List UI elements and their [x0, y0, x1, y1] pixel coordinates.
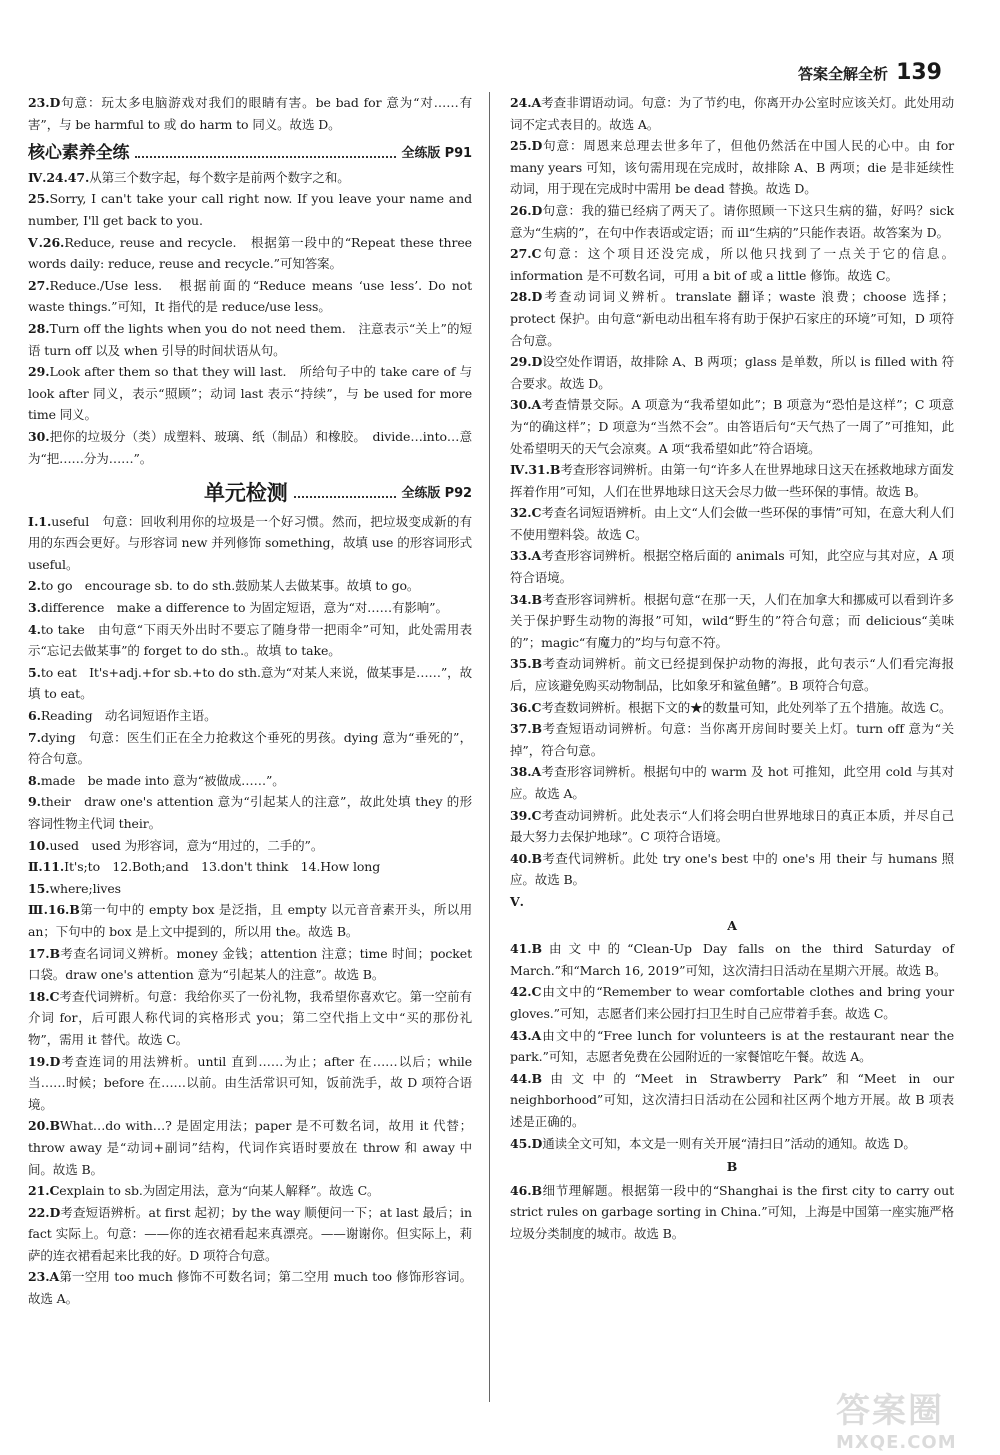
passage-letter-a: A: [727, 917, 737, 933]
answer-number: 3.: [28, 600, 41, 616]
answer-item: [510, 135, 954, 200]
answer-number: 10.: [28, 837, 50, 853]
answer-text: 由文中的“Clean-Up Day falls on the third Saturday of March.”和“March 16, 2019”可知，这次清扫日活动在星期六开展。故选 B。: [510, 941, 954, 978]
answer-item: [28, 597, 472, 619]
answer-number: 25.D: [510, 138, 543, 154]
answer-item: [28, 705, 472, 727]
answer-text: where;lives: [49, 880, 121, 896]
answer-item: [510, 1133, 954, 1155]
answer-text: 考查代词辨析。此处 try one's best 中的 one's 用 their 与 humans 照应。故选 B。: [510, 850, 954, 888]
page-number: 139: [896, 60, 942, 85]
answer-number: 27.C: [510, 246, 542, 262]
answer-text: difference make a difference to 为固定短语，意为“对……有影响”。: [40, 600, 448, 616]
section-title: 单元检测: [204, 481, 288, 506]
answer-text: 细节理解题。根据第一段中的“Shanghai is the first city to carry out strict rules on garbage sorting in China.”可知，上海是中国第一座实施严格垃圾分类制度的城市。故选 B。: [510, 1182, 954, 1241]
answer-number: 20.B: [28, 1118, 60, 1134]
answer-item: [28, 619, 472, 662]
answer-text: 考查短语动词辨析。句意：当你离开房间时要关上灯。turn off 意为“关掉”，符合句意。: [510, 721, 954, 758]
answer-item: [28, 361, 472, 426]
answer-number: 41.B: [510, 941, 542, 957]
answer-item: [510, 653, 954, 696]
section-title: 核心素养全练: [28, 143, 130, 164]
answer-item: [28, 835, 472, 857]
answer-item: [510, 761, 954, 804]
answer-item: [28, 662, 472, 705]
answer-number: 43.A: [510, 1027, 542, 1043]
answer-number: 29.: [28, 364, 50, 380]
answer-item: [28, 878, 472, 900]
answer-item: [510, 589, 954, 654]
right-answer-list-3: [510, 1180, 954, 1245]
answer-item: [510, 394, 954, 459]
answer-text: 考查非谓语动词。句意：为了节约电，你离开办公室时应该关灯。此处用动词不定式表目的。故选 A。: [510, 95, 954, 132]
answer-text: 考查形容词辨析。由第一句“许多人在世界地球日这天在拯救地球方面发挥着作用”可知，人们在世界地球日这天会尽力做一些环保的事情。故选 B。: [510, 462, 954, 499]
answer-number: 29.D: [510, 354, 543, 370]
watermark-logo: [836, 1383, 986, 1453]
answer-number: 24.A: [510, 95, 542, 110]
answer-text: 考查代词辨析。句意：我给你买了一份礼物，我希望你喜欢它。第一空前有介词 for，后可跟人称代词的宾格形式 you；第二空代指上文中“买的那份礼物”，需用 it 替代。故选 C。: [28, 988, 472, 1047]
answer-text: 考查形容词辨析。根据空格后面的 animals 可知，此空应与其对应，A 项符合语境。: [510, 548, 954, 586]
answer-text: 第一句中的 empty box 是泛指，且 empty 以元音音素开头，所以用 an；下句中的 box 是上文中提到的，所以用 the。故选 B。: [28, 902, 472, 939]
column-divider: [489, 92, 490, 1402]
answer-item: [28, 986, 472, 1051]
answer-item: [28, 1202, 472, 1267]
answer-number: 30.A: [510, 397, 542, 413]
answer-item: [510, 459, 954, 502]
answer-number: 23.A: [28, 1269, 60, 1285]
answer-text: to go encourage sb. to do sth.鼓励某人去做某事。故填 to go。: [40, 578, 420, 594]
answer-text: 考查动词词义辨析。translate 翻译；waste 浪费；choose 选择；protect 保护。由句意“新电动出租车将有助于保护石家庄的环境”可知，D 项符合句意。: [510, 289, 954, 348]
answer-item: [28, 1180, 472, 1202]
answer-item: [28, 426, 472, 469]
answer-number: 46.B: [510, 1182, 542, 1198]
answer-item: [28, 1051, 472, 1116]
header-section-title: 答案全解全析: [798, 65, 889, 83]
leader-dots: [135, 156, 395, 158]
answer-number: 21.C: [28, 1183, 60, 1199]
answer-item: [28, 511, 472, 576]
answer-item: [28, 318, 472, 361]
answer-text: 由文中的“Meet in Strawberry Park”和“Meet in our neighborhood”可知，这次清扫日活动在公园和社区两个地方开展。故 B 项表述是正确的。: [510, 1070, 954, 1129]
answer-text: 考查形容词辨析。根据句意“在那一天，人们在加拿大和挪威可以看到许多关于保护野生动物的海报”可知，wild“野生的”符合句意；而 delicious“美味的”；magic“有魔力的”均与句意不符。: [510, 591, 954, 650]
answer-item: [510, 697, 954, 719]
answer-text: explain to sb.为固定用法，意为“向某人解释”。故选 C。: [59, 1183, 380, 1199]
right-column: [510, 92, 954, 1244]
answer-item: [510, 243, 954, 286]
answer-text: to take 由句意“下雨天外出时不要忘了随身带一把雨伞”可知，此处需用表示“忘记去做某事”的 forget to do sth.。故填 to take。: [28, 621, 472, 659]
core-answer-list: [28, 167, 472, 469]
answer-text: 句意：周恩来总理去世多年了，但他仍然活在中国人民的心中。由 for many years 可知，该句需用现在完成时，故排除 A、B 两项；die 是非延续性动词，用于现在完成时中需用 be dead 替换。故选 D。: [510, 138, 954, 197]
section-ref: 全练版 P92: [401, 486, 472, 502]
answer-number: 33.A: [510, 548, 542, 564]
left-column: [28, 92, 472, 1310]
answer-number: 5.: [28, 664, 41, 680]
answer-item: [28, 167, 472, 189]
answer-item: [28, 856, 472, 878]
answer-number: Ⅳ.31.B: [510, 462, 561, 478]
answer-text: Reduce./Use less. 根据前面的“Reduce means ‘use less’. Do not waste things.”可知，It 指代的是 reduce/use less。: [28, 277, 472, 315]
answer-item: [28, 92, 472, 135]
answer-text: 考查动词辨析。前文已经提到保护动物的海报，此句表示“人们看完海报后，应该避免购买动物制品，比如象牙和鲨鱼鳍”。B 项符合句意。: [510, 656, 954, 694]
answer-number: 6.: [28, 708, 41, 724]
answer-number: 32.C: [510, 505, 542, 521]
answer-number: Ⅱ.11.: [28, 859, 65, 875]
answer-text: 通读全文可知，本文是一则有关开展“清扫日”活动的通知。故选 D。: [542, 1135, 916, 1151]
answer-number: 9.: [28, 794, 41, 810]
answer-text: to eat It's+adj.+for sb.+to do sth.意为“对某人来说，做某事是……”，故填 to eat。: [28, 664, 472, 702]
answer-text: made be made into 意为“被做成……”。: [40, 772, 285, 788]
answer-text: 考查形容词辨析。根据句中的 warm 及 hot 可推知，此空用 cold 与其对应。故选 A。: [510, 764, 954, 801]
answer-number: 44.B: [510, 1070, 542, 1086]
answer-text: dying 句意：医生们正在全力抢救这个垂死的男孩。dying 意为“垂死的”，符合句意。: [28, 729, 472, 767]
answer-text: Sorry, I can't take your call right now. If you leave your name and number, I'll get back to you.: [28, 191, 472, 228]
answer-text: 考查名词词义辨析。money 金钱；attention 注意；time 时间；pocket 口袋。draw one's attention 意为“引起某人的注意”。故选 B。: [28, 945, 472, 983]
answer-item: [28, 1266, 472, 1309]
answer-item: [510, 1025, 954, 1068]
answer-item: [28, 791, 472, 834]
answer-item: [28, 575, 472, 597]
answer-item: [28, 275, 472, 318]
answer-number: 38.A: [510, 764, 542, 780]
answer-number: Ⅴ.26.: [28, 234, 65, 250]
answer-number: Ⅳ.24.47.: [28, 169, 90, 185]
answer-text: 考查数词辨析。根据下文的★的数量可知，此处列举了五个措施。故选 C。: [541, 699, 952, 715]
answer-text: 考查短语辨析。at first 起初；by the way 顺便问一下；at last 最后；in fact 实际上。句意：——你的连衣裙看起来真漂亮。——谢谢你。但实际上，莉萨的连衣裙看起来比我的好。D 项符合句意。: [28, 1204, 472, 1263]
answer-item: [28, 727, 472, 770]
page-header: [798, 60, 942, 85]
answer-text: What…do with…? 是固定用法；paper 是不可数名词，故用 it 代替；throw away 是“动词+副词”结构，代词作宾语时要放在 throw 和 away 中间。故选 B。: [28, 1118, 472, 1177]
answer-text: Look after them so that they will last. 所给句子中的 take care of 与 look after 同义，表示“照顾”；动词 last 表示“持续”，与 be used for more time 同义。: [28, 364, 472, 423]
answer-text: 句意：这个项目还没完成，所以他只找到了一点关于它的信息。information 是不可数名词，可用 a bit of 或 a little 修饰。故选 C。: [510, 246, 954, 283]
answer-item: [28, 1115, 472, 1180]
answer-number: 15.: [28, 880, 50, 896]
answer-item: [510, 545, 954, 588]
answer-number: 19.D: [28, 1053, 61, 1069]
watermark-url: MXQE.COM: [836, 1432, 957, 1453]
answer-number: 28.D: [510, 289, 543, 305]
answer-number: Ⅰ.1.: [28, 513, 52, 529]
answer-text: 第一空用 too much 修饰不可数名词；第二空用 much too 修饰形容词。故选 A。: [28, 1269, 472, 1307]
answer-text: 设空处作谓语，故排除 A、B 两项；glass 是单数，所以 is filled with 符合要求。故选 D。: [510, 354, 954, 391]
leader-dots: [294, 496, 396, 498]
answer-text: useful 句意：回收利用你的垃圾是一个好习惯。然而，把垃圾变成新的有用的东西会更好。与形容词 new 并列修饰 something，故填 use 的形容词形式 useful。: [28, 513, 472, 572]
section-heading-core: [28, 143, 472, 165]
answer-item: [28, 188, 472, 231]
answer-item: [510, 805, 954, 848]
answer-item: [510, 1068, 954, 1133]
answer-number: 18.C: [28, 988, 60, 1004]
watermark-title: 答案圈: [836, 1391, 944, 1431]
answer-text: Reduce, reuse and recycle. 根据第一段中的“Repeat these three words daily: reduce, reuse and recycle.”可知答案。: [28, 234, 472, 272]
answer-text: Reading 动名词短语作主语。: [40, 708, 217, 724]
left-intro-list: [28, 92, 472, 135]
answer-text: 句意：我的猫已经病了两天了。请你照顾一下这只生病的猫，好吗？sick 意为“生病的”，在句中作表语或定语；而 ill“生病的”只能作表语。故答案为 D。: [510, 202, 954, 240]
answer-number: 28.: [28, 320, 50, 336]
answer-text: used used 为形容词，意为“用过的，二手的”。: [49, 837, 324, 853]
answer-number: 8.: [28, 772, 41, 788]
answer-number: 4.: [28, 621, 41, 637]
answer-item: [510, 981, 954, 1024]
unit-test-answer-list: [28, 511, 472, 1310]
answer-text: It's;to 12.Both;and 13.don't think 14.How long: [64, 859, 381, 875]
answer-text: 考查连词的用法辨析。until 直到……为止；after 在……以后；while 当……时候；before 在……以前。由生活常识可知，饭前洗手，故 D 项符合语境。: [28, 1053, 472, 1112]
section-heading-unit-test: [28, 483, 472, 505]
answer-number: 35.B: [510, 656, 542, 672]
answer-text: Turn off the lights when you do not need them. 注意表示“关上”的短语 turn off 以及 when 引导的时间状语从句。: [28, 320, 472, 358]
answer-number: 22.D: [28, 1204, 61, 1220]
answer-number: 17.B: [28, 945, 60, 961]
answer-number: 30.: [28, 428, 50, 444]
answer-number: 27.: [28, 277, 50, 293]
answer-item: [510, 351, 954, 394]
answer-number: 23.D: [28, 95, 61, 110]
answer-number: 34.B: [510, 591, 542, 607]
answer-number: 42.C: [510, 984, 542, 1000]
answer-text: 把你的垃圾分（类）成塑料、玻璃、纸（制品）和橡胶。 divide…into…意为“把……分为……”。: [28, 428, 472, 466]
answer-item: [510, 938, 954, 981]
answer-number: 2.: [28, 578, 41, 594]
passage-letter-b: B: [726, 1159, 738, 1175]
answer-number: 40.B: [510, 850, 542, 866]
answer-number: 26.D: [510, 202, 543, 218]
answer-text: 从第三个数字起，每个数字是前两个数字之和。: [89, 169, 350, 185]
section-ref: 全练版 P91: [401, 146, 472, 162]
answer-text: 考查情景交际。A 项意为“我希望如此”；B 项意为“恐怕是这样”；C 项意为“的确这样”；D 项意为“当然不会”。由答语后句“天气热了一周了”可推知，此处希望明天的天气会凉爽。A 项“我希望如此”符合语境。: [510, 397, 954, 456]
answer-text: 考查动词辨析。此处表示“人们将会明白世界地球日的真正本质，并尽自己最大努力去保护地球”。C 项符合语境。: [510, 807, 954, 845]
answer-item: [510, 92, 954, 135]
answer-item: [28, 899, 472, 942]
right-answer-list-2: [510, 938, 954, 1154]
answer-item: [510, 286, 954, 351]
answer-item: [510, 848, 954, 891]
section-v-marker: Ⅴ.: [510, 893, 524, 909]
answer-number: Ⅲ.16.B: [28, 902, 80, 918]
answer-number: 45.D: [510, 1135, 543, 1151]
answer-item: [510, 1180, 954, 1245]
answer-number: 7.: [28, 729, 41, 745]
answer-text: 考查名词短语辨析。由上文“人们会做一些环保的事情”可知，在意大利人们不使用塑料袋。故选 C。: [510, 505, 954, 542]
answer-text: 由文中的“Free lunch for volunteers is at the restaurant near the park.”可知，志愿者免费在公园附近的一家餐馆吃午餐。故选 A。: [510, 1027, 954, 1065]
answer-item: [510, 502, 954, 545]
answer-text: their draw one's attention 意为“引起某人的注意”，故此处填 they 的形容词性物主代词 their。: [28, 794, 472, 831]
answer-text: 句意：玩太多电脑游戏对我们的眼睛有害。be bad for 意为“对……有害”，与 be harmful to 或 do harm to 同义。故选 D。: [28, 95, 472, 132]
answer-item: [510, 718, 954, 761]
answer-item: [28, 232, 472, 275]
answer-number: 39.C: [510, 807, 542, 823]
answer-item: [510, 200, 954, 243]
right-answer-list-1: [510, 92, 954, 891]
answer-number: 36.C: [510, 699, 542, 715]
answer-item: [28, 943, 472, 986]
answer-text: 由文中的“Remember to wear comfortable clothes and bring your gloves.”可知，志愿者们来公园打扫卫生时自己应带着手套。故选 C。: [510, 984, 954, 1021]
answer-number: 25.: [28, 191, 50, 207]
answer-number: 37.B: [510, 721, 542, 737]
answer-item: [28, 770, 472, 792]
